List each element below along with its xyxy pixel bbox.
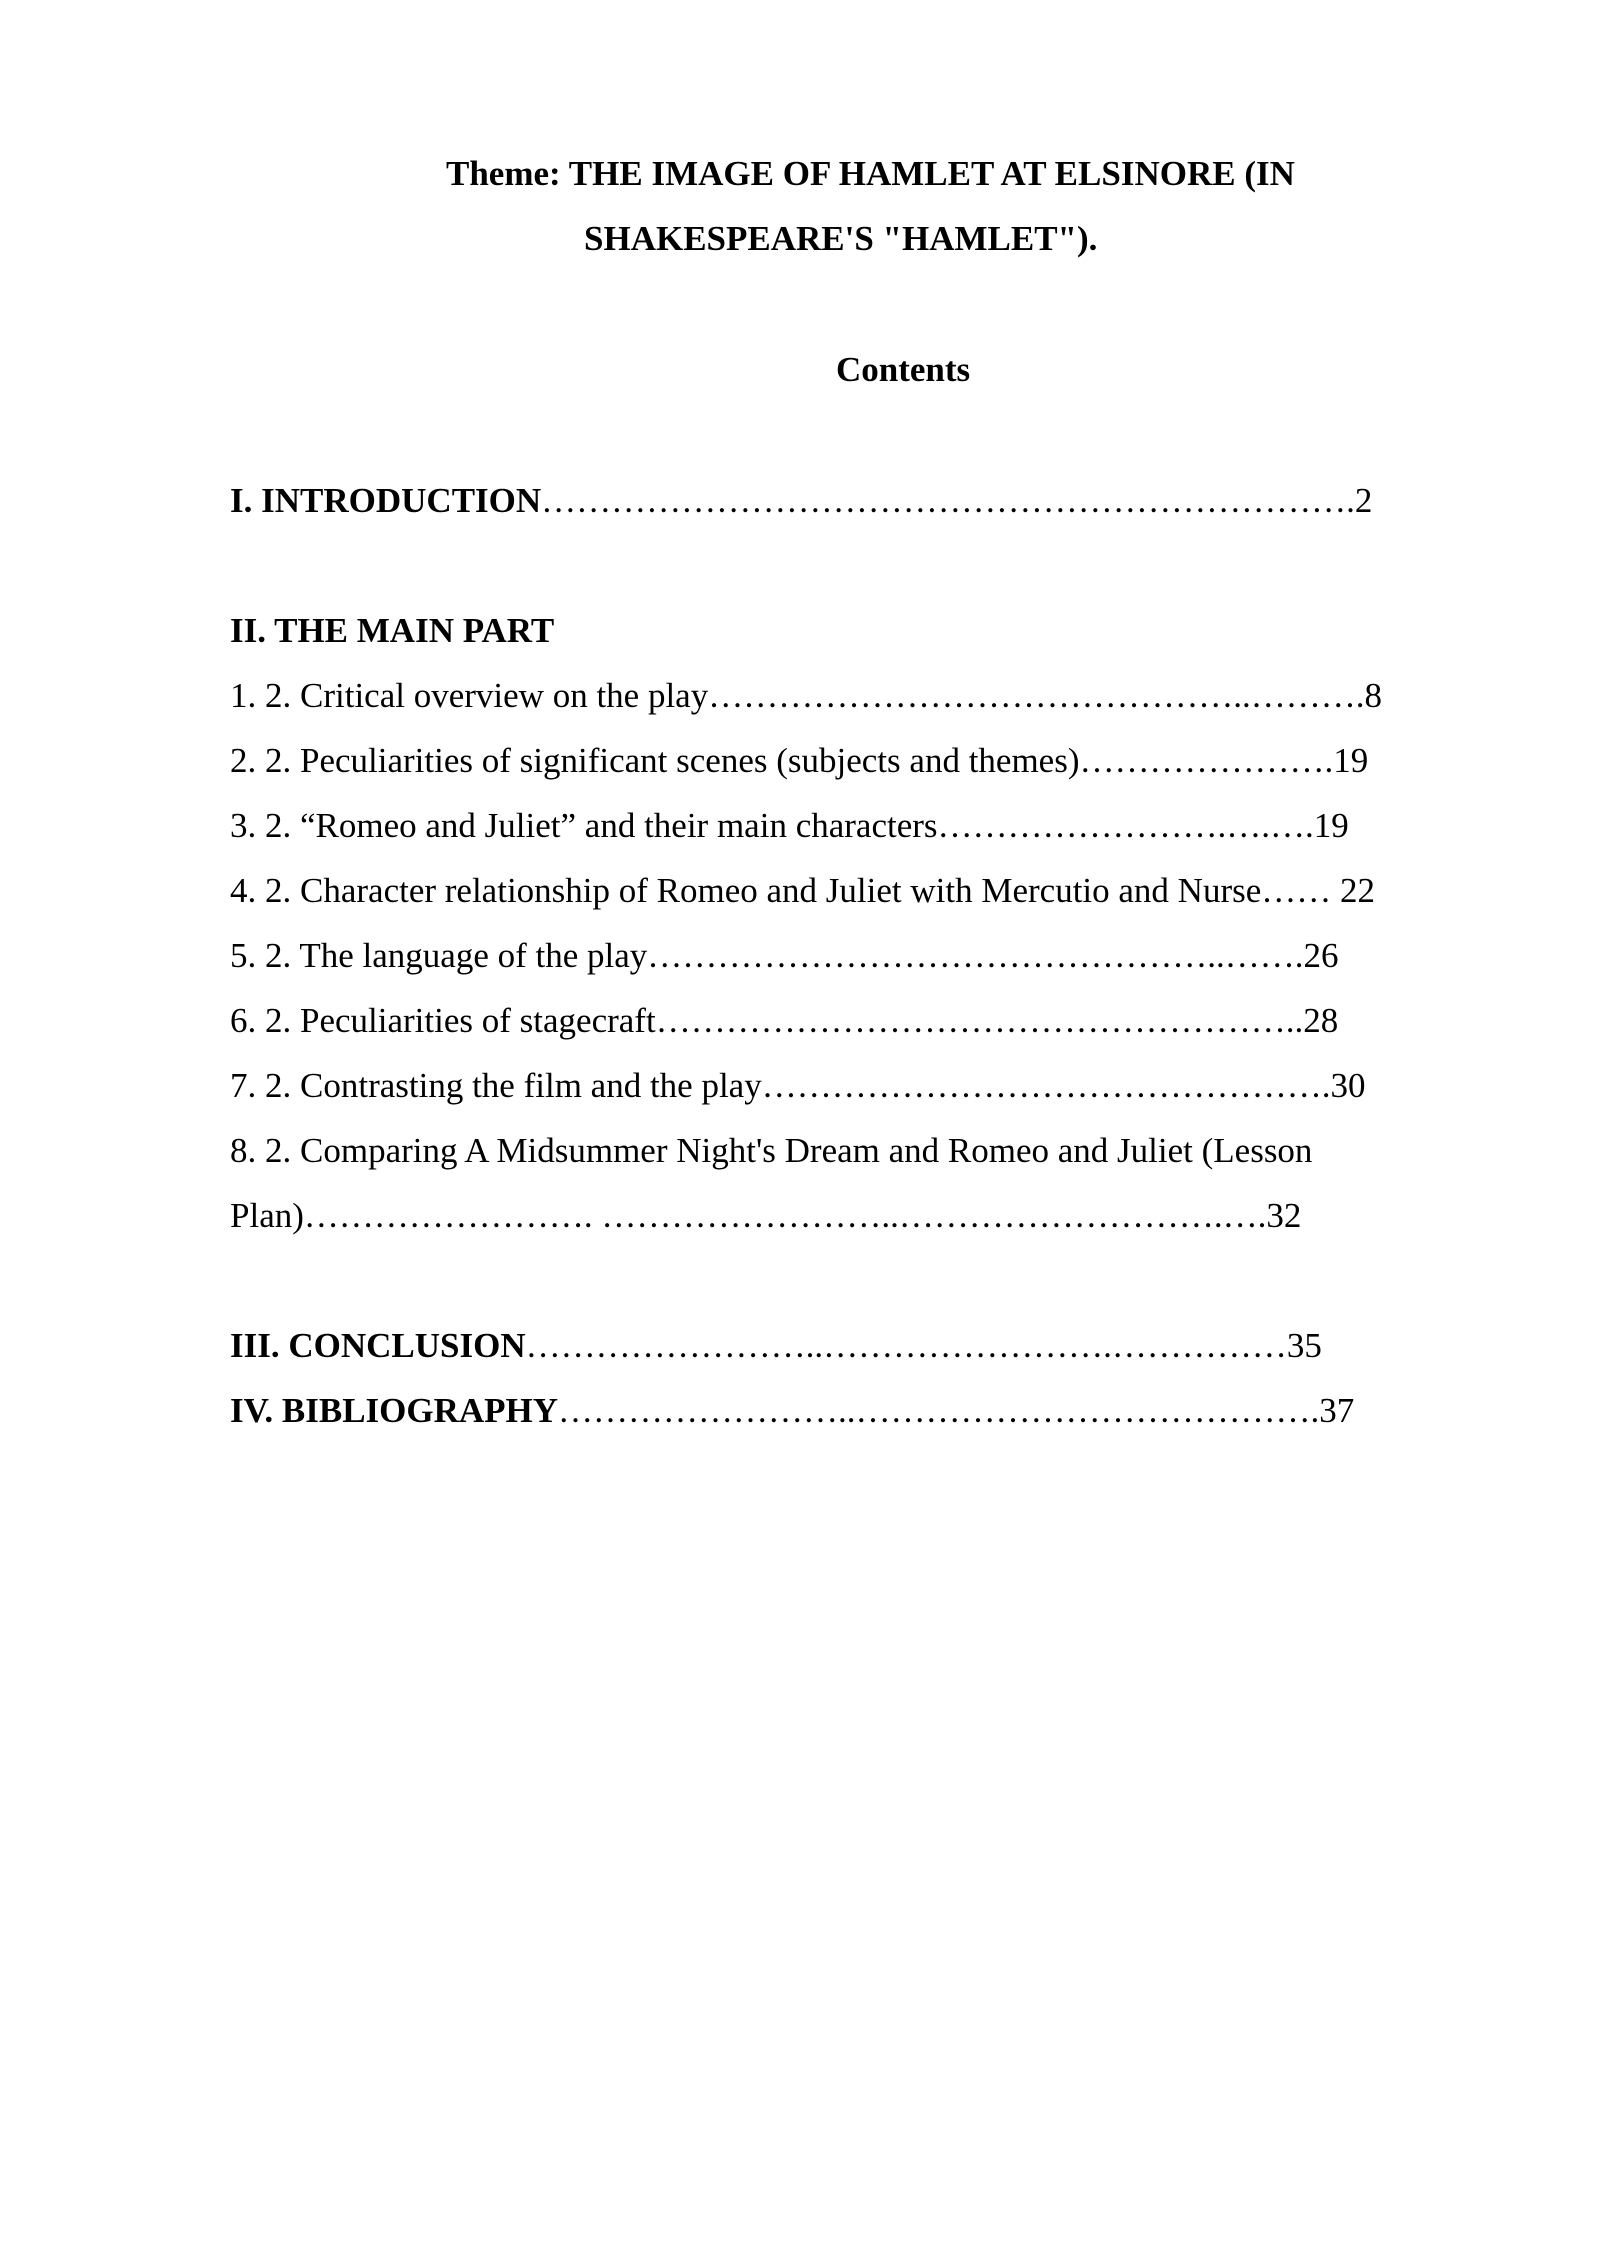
- toc-entry-text: 1. 2. Critical overview on the play: [230, 676, 709, 715]
- toc-page-number: 26: [1303, 936, 1339, 975]
- toc-page-number: 35: [1286, 1326, 1322, 1365]
- toc-leader: ………………………………………….: [761, 1066, 1331, 1105]
- toc-page-number: 19: [1313, 806, 1349, 845]
- toc-entry-bibliography: [230, 1389, 1354, 1433]
- toc-leader: …………………….….….: [937, 806, 1314, 845]
- toc-page-number: 37: [1319, 1391, 1355, 1430]
- toc-leader: ………………………………………..……….: [708, 676, 1365, 715]
- toc-page-number: 19: [1333, 741, 1369, 780]
- toc-entry: [230, 934, 1339, 978]
- toc-page-number: 8: [1364, 676, 1382, 715]
- toc-entry: [230, 739, 1368, 783]
- toc-leader: ……………………..………………………………….: [558, 1391, 1320, 1430]
- toc-entry-label: I. INTRODUCTION: [230, 481, 542, 520]
- toc-entry: [230, 999, 1338, 1043]
- toc-page-number: 22: [1340, 871, 1376, 910]
- toc-entry-text: 2. 2. Peculiarities of significant scenes (subjects and themes): [230, 741, 1080, 780]
- toc-entry: [230, 804, 1349, 848]
- toc-entry-label: IV. BIBLIOGRAPHY: [230, 1391, 559, 1430]
- toc-leader: ……: [1261, 871, 1341, 910]
- toc-page-number: 32: [1266, 1196, 1302, 1235]
- toc-leader: …………………………………………..…….: [647, 936, 1304, 975]
- toc-entry-text: 3. 2. “Romeo and Juliet” and their main characters: [230, 806, 938, 845]
- toc-entry: [230, 1064, 1365, 1108]
- theme-title-line-1: Theme: THE IMAGE OF HAMLET AT ELSINORE (IN: [446, 154, 1295, 193]
- toc-entry-text: 6. 2. Peculiarities of stagecraft: [230, 1001, 656, 1040]
- toc-entry-text: 5. 2. The language of the play: [230, 936, 648, 975]
- toc-entry-text: 4. 2. Character relationship of Romeo and Juliet with Mercutio and Nurse: [230, 871, 1262, 910]
- toc-leader: ………………….: [1079, 741, 1334, 780]
- toc-entry: [230, 674, 1382, 718]
- toc-page-number: 2: [1354, 481, 1373, 520]
- toc-entry-8-line-2: [230, 1194, 1301, 1238]
- toc-leader: ……………………. ……………………..……………………….….: [303, 1196, 1267, 1235]
- toc-entry-introduction: [230, 479, 1372, 523]
- toc-entry: [230, 869, 1375, 913]
- contents-heading: Contents: [836, 350, 971, 389]
- toc-entry-8-line-1: 8. 2. Comparing A Midsummer Night's Dream and Romeo and Juliet (Lesson: [230, 1131, 1313, 1170]
- toc-entry-conclusion: [230, 1324, 1322, 1368]
- theme-title-line-2: SHAKESPEARE'S "HAMLET").: [584, 219, 1098, 258]
- toc-page-number: 30: [1330, 1066, 1366, 1105]
- toc-leader: …………………………………………………………….: [541, 481, 1355, 520]
- toc-leader: ………………………………………………..: [655, 1001, 1304, 1040]
- toc-entry-text: Plan): [230, 1196, 304, 1235]
- toc-section-main-part: II. THE MAIN PART: [230, 611, 555, 650]
- toc-entry-label: III. CONCLUSION: [230, 1326, 526, 1365]
- toc-page-number: 28: [1303, 1001, 1339, 1040]
- toc-entry-text: 7. 2. Contrasting the film and the play: [230, 1066, 762, 1105]
- toc-leader: ……………………..…………………….……………: [525, 1326, 1287, 1365]
